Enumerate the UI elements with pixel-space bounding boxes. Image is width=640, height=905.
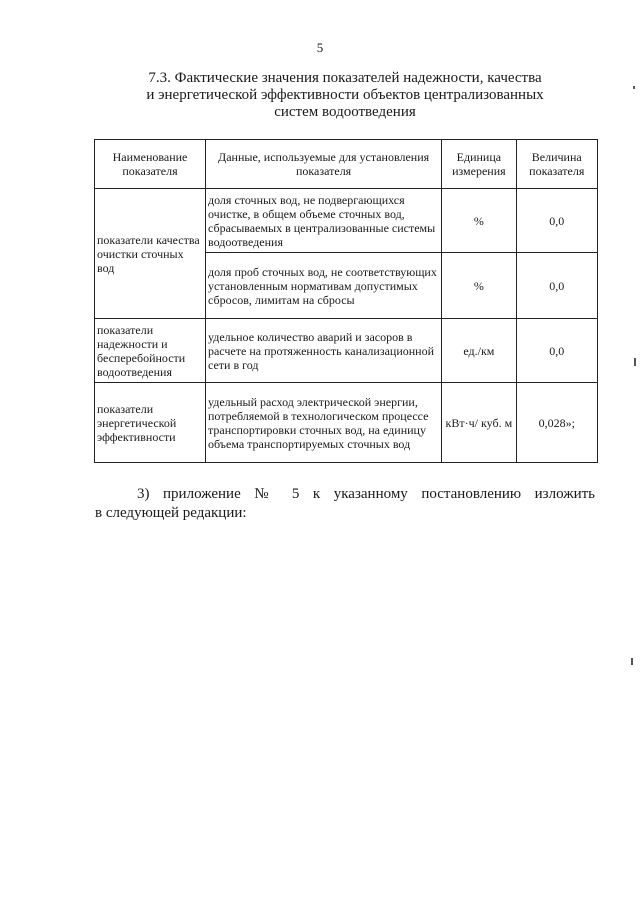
table-header-row: [95, 140, 598, 189]
section-title-line: систем водоотведения: [274, 104, 416, 120]
scan-mark: [634, 358, 636, 366]
table-row: [95, 189, 598, 253]
indicators-table: [94, 139, 598, 463]
unit-cell: кВт·ч/ куб. м: [442, 383, 516, 463]
scan-mark: [631, 658, 633, 665]
value-cell: 0,0: [516, 253, 597, 319]
unit-cell: ед./км: [442, 319, 516, 383]
value-cell: 0,0: [516, 189, 597, 253]
section-title-line: 7.3. Фактические значения показателей надежности, качества: [148, 70, 542, 86]
table-row: [95, 319, 598, 383]
data-cell: удельный расход электрической энергии, потребляемой в технологическом процессе транспортировки сточных вод, на единицу объема транспортируемых сточных вод: [205, 383, 441, 463]
table-row: [95, 383, 598, 463]
paragraph-line: в следующей редакции:: [95, 505, 247, 521]
header-data: Данные, используемые для установления показателя: [205, 140, 441, 189]
section-title-line: и энергетической эффективности объектов централизованных: [146, 87, 544, 103]
header-value: Величина показателя: [516, 140, 597, 189]
indicator-name-cell: показатели энергетической эффективности: [95, 383, 206, 463]
indicator-name-cell: показатели качества очистки сточных вод: [95, 189, 206, 319]
unit-cell: %: [442, 253, 516, 319]
data-cell: доля проб сточных вод, не соответствующих установленным нормативам допустимых сбросов, лимитам на сбросы: [205, 253, 441, 319]
scan-mark: [633, 86, 635, 89]
indicator-name-cell: показатели надежности и бесперебойности водоотведения: [95, 319, 206, 383]
value-cell: 0,0: [516, 319, 597, 383]
page-number: 5: [316, 40, 324, 55]
data-cell: удельное количество аварий и засоров в расчете на протяженность канализационной сети в год: [205, 319, 441, 383]
amendment-paragraph: [95, 485, 595, 523]
unit-cell: %: [442, 189, 516, 253]
paragraph-line: 3) приложение № 5 к указанному постановлению изложить: [137, 486, 595, 502]
data-cell: доля сточных вод, не подвергающихся очистке, в общем объеме сточных вод, сбрасываемых в централизованные системы водоотведения: [205, 189, 441, 253]
section-title: [130, 70, 560, 121]
header-name: Наименование показателя: [95, 140, 206, 189]
header-unit: Единица измерения: [442, 140, 516, 189]
value-cell: 0,028»;: [516, 383, 597, 463]
